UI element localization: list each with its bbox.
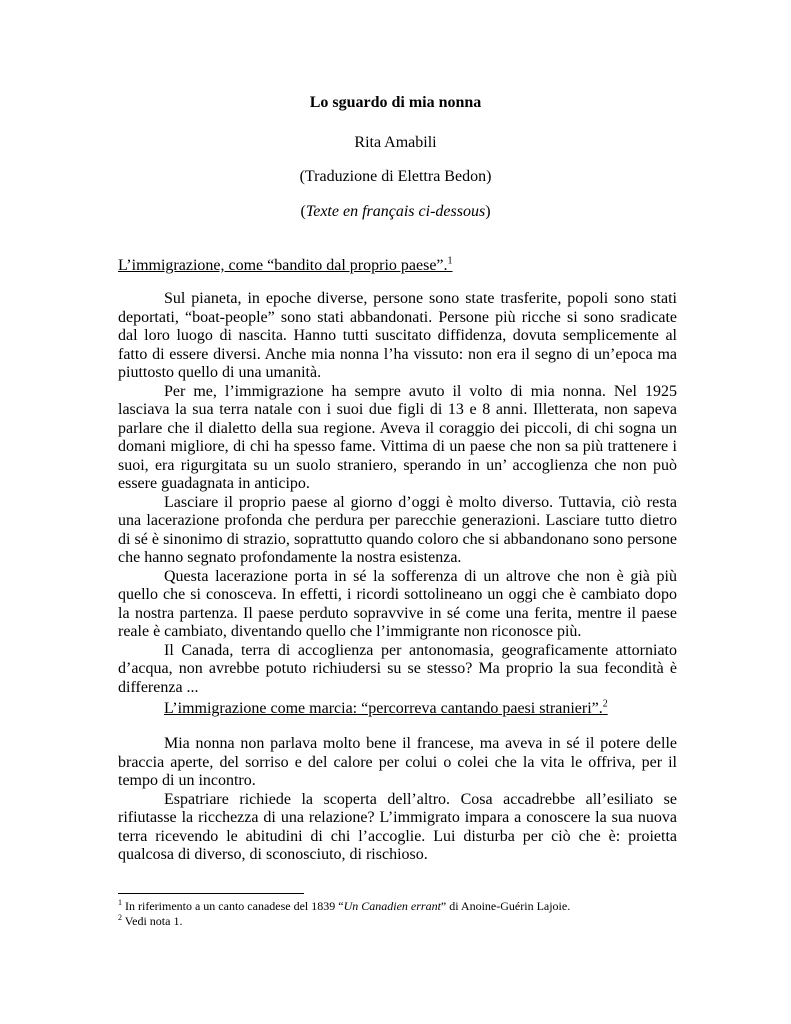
footnote-separator xyxy=(118,893,304,894)
french-version-note xyxy=(0,202,791,222)
section-1-heading xyxy=(118,256,453,276)
section-2-heading-text: L’immigrazione come marcia: “percorreva cantando paesi stranieri”. xyxy=(164,700,603,717)
footnote-text: In riferimento a un canto canadese del 1839 “ xyxy=(122,899,344,913)
author-name: Rita Amabili xyxy=(354,134,437,151)
footnotes xyxy=(118,899,570,929)
paragraph: Per me, l’immigrazione ha sempre avuto il volto di mia nonna. Nel 1925 lasciava la sua terra natale con i suoi due figli di 13 e 8 anni. Illetterata, non sapeva parlare che il dialetto della sua regione. Aveva il coraggio dei piccoli, di chi sogna un domani migliore, di chi ha spesso fame. Vittima di un paese che non sa più trattenere i suoi, era rigurgitata su un suolo straniero, sperando in un’ accoglienza che non può essere guadagnata in anticipo. xyxy=(118,382,677,492)
section-2-heading xyxy=(164,699,608,719)
section-1-heading-text: L’immigrazione, come “bandito dal proprio paese”. xyxy=(118,257,448,274)
footnote-2 xyxy=(118,914,570,929)
footnote-italic-title: Un Canadien errant xyxy=(343,899,441,913)
paragraph: Questa lacerazione porta in sé la sofferenza di un altrove che non è già più quello che si conosceva. In effetti, i ricordi sottolineano un oggi che è cambiato dopo la nostra partenza. Il paese perduto sopravvive in sé come una ferita, mentre il paese reale è cambiato, diventando quello che l’immigrante non riconosce più. xyxy=(118,567,677,640)
paragraph: Sul pianeta, in epoche diverse, persone sono state trasferite, popoli sono stati deportati, “boat-people” sono stati abbandonati. Persone più ricche si sono sradicate dal loro luogo di nascita. Hanno tutti suscitato diffidenza, dovuta semplicemente al fatto di essere diversi. Anche mia nonna l’ha vissuto: non era il segno di un’epoca ma piuttosto quello di una umanità. xyxy=(118,290,677,381)
translation-credit: (Traduzione di Elettra Bedon) xyxy=(299,168,492,185)
footnote-1 xyxy=(118,899,570,914)
section-1-body xyxy=(118,290,677,697)
footnote-number: 1 xyxy=(118,898,122,907)
section-2-body xyxy=(118,735,677,865)
footnote-ref-2: 2 xyxy=(602,698,608,710)
french-note-open: ( xyxy=(300,203,306,220)
paragraph: Lasciare il proprio paese al giorno d’oggi è molto diverso. Tuttavia, ciò resta una lacerazione profonda che perdura per parecchie generazioni. Lasciare tutto dietro di sé è sinonimo di strazio, soprattutto quando coloro che si abbandonano sono persone che hanno segnato profondamente la nostra esistenza. xyxy=(118,493,677,566)
footnote-text: Vedi nota 1. xyxy=(122,914,183,928)
paragraph: Il Canada, terra di accoglienza per antonomasia, geograficamente attorniato d’acqua, non avrebbe potuto richiudersi su se stesso? Ma proprio la sua fecondità è differenza ... xyxy=(118,641,677,696)
paragraph: Espatriare richiede la scoperta dell’altro. Cosa accadrebbe all’esiliato se rifiutasse la ricchezza di una relazione? L’immigrato impara a conoscere la sua nuova terra ricevendo le abitudini di chi l’accoglie. Lui disturba per ciò che è: proietta qualcosa di diverso, di sconosciuto, di rischioso. xyxy=(118,790,677,863)
footnote-text-end: ” di Anoine-Guérin Lajoie. xyxy=(440,899,571,913)
footnote-number: 2 xyxy=(118,913,122,922)
footnote-ref-1: 1 xyxy=(447,255,453,267)
document-title: Lo sguardo di mia nonna xyxy=(309,94,482,111)
french-note-italic: Texte en français ci-dessous xyxy=(305,203,486,220)
french-note-close: ) xyxy=(485,203,491,220)
paragraph: Mia nonna non parlava molto bene il francese, ma aveva in sé il potere delle braccia aperte, del sorriso e del calore per colui o colei che la vita le offriva, per il tempo di un incontro. xyxy=(118,735,677,789)
